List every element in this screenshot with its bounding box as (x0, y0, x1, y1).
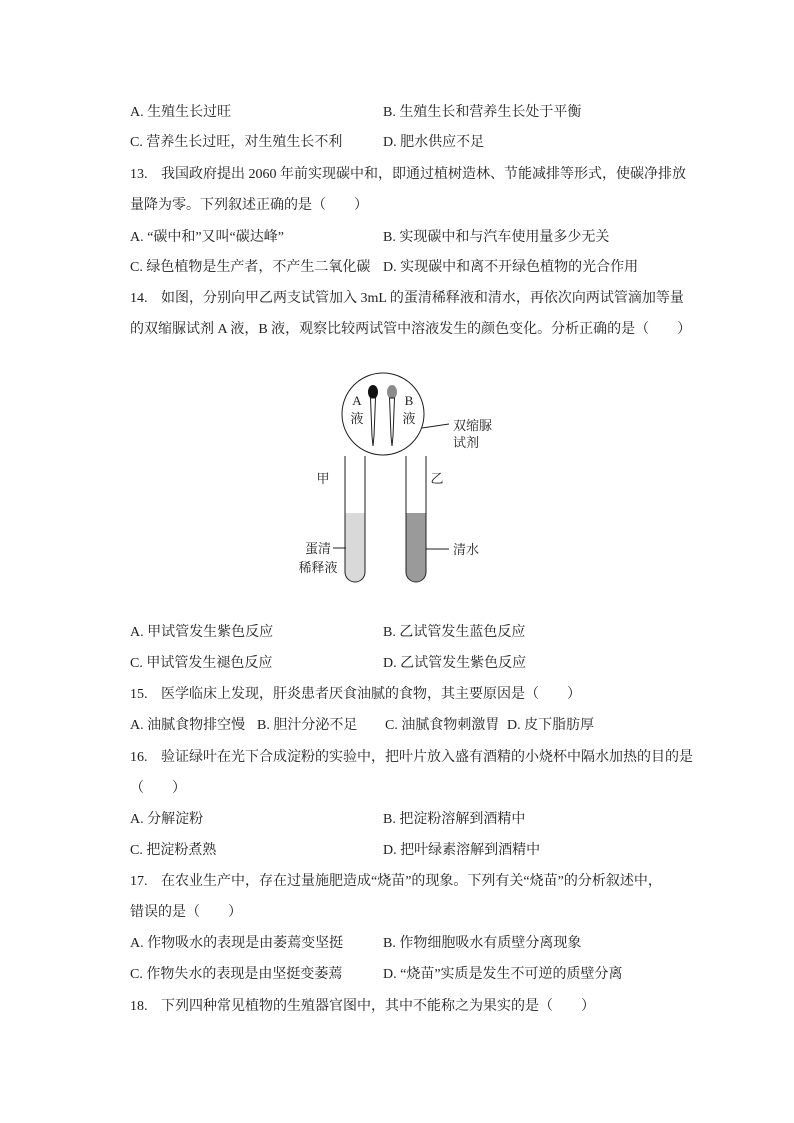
dropper-a-letter: A (352, 393, 362, 408)
q13-option-c: C. 绿色植物是生产者，不产生二氧化碳 (130, 260, 371, 275)
reagent-leader-line (422, 424, 449, 428)
dropper-b-bulb (387, 385, 397, 399)
q17-stem-line-2: 错误的是（ ） (130, 905, 242, 920)
q13-number: 13. (130, 167, 148, 182)
q13-option-a: A. “碳中和”又叫“碳达峰” (130, 230, 284, 245)
q14-stem-line-2: 的双缩脲试剂 A 液，B 液，观察比较两试管中溶液发生的颜色变化。分析正确的是（ ） (130, 322, 692, 337)
q13-option-d: D. 实现碳中和离不开绿色植物的光合作用 (383, 260, 639, 275)
dropper-b-word: 液 (402, 411, 416, 426)
q14-option-c: C. 甲试管发生褪色反应 (130, 656, 273, 671)
q14-option-b: B. 乙试管发生蓝色反应 (383, 625, 526, 640)
q18-stem-line-1: 下列四种常见植物的生殖器官图中，其中不能称之为果实的是（ ） (161, 999, 595, 1014)
q12-option-c: C. 营养生长过旺，对生殖生长不利 (130, 135, 343, 150)
q16-option-b: B. 把淀粉溶解到酒精中 (383, 812, 526, 827)
q16-option-a: A. 分解淀粉 (130, 812, 204, 827)
q13-option-b: B. 实现碳中和与汽车使用量多少无关 (383, 230, 610, 245)
q16-number: 16. (130, 750, 148, 765)
liquid-right-label: 清水 (453, 542, 480, 557)
tube-left-liquid (346, 513, 365, 582)
q12-option-d: D. 肥水供应不足 (383, 135, 485, 150)
liquid-left-label-line-1: 蛋清 (304, 541, 331, 556)
q13-stem-line-1: 我国政府提出 2060 年前实现碳中和，即通过植树造林、节能减排等形式，使碳净排放 (161, 167, 686, 182)
biuret-test-figure (280, 370, 520, 590)
q17-option-a: A. 作物吸水的表现是由萎蔫变坚挺 (130, 936, 344, 951)
q17-option-d: D. “烧苗”实质是发生不可逆的质壁分离 (383, 967, 623, 982)
tube-right-liquid (407, 513, 426, 582)
q17-option-b: B. 作物细胞吸水有质壁分离现象 (383, 936, 582, 951)
dropper-a-word: 液 (350, 411, 364, 426)
q16-option-d: D. 把叶绿素溶解到酒精中 (383, 843, 541, 858)
q14-number: 14. (130, 291, 148, 306)
q15-option-c: C. 油腻食物刺激胃 (385, 718, 500, 733)
q14-stem-line-1: 如图，分别向甲乙两支试管加入 3mL 的蛋清稀释液和清水，再依次向两试管滴加等量 (161, 291, 684, 306)
tube-right-label: 乙 (430, 471, 444, 486)
tube-left-label: 甲 (316, 471, 330, 486)
q15-stem-line-1: 医学临床上发现，肝炎患者厌食油腻的食物，其主要原因是（ ） (161, 687, 581, 702)
q16-stem-line-2: （ ） (130, 781, 186, 796)
q16-stem-line-1: 验证绿叶在光下合成淀粉的实验中，把叶片放入盛有酒精的小烧杯中隔水加热的目的是 (161, 750, 693, 765)
q16-option-c: C. 把淀粉煮熟 (130, 843, 217, 858)
q17-number: 17. (130, 874, 148, 889)
q12-option-b: B. 生殖生长和营养生长处于平衡 (383, 105, 582, 120)
q15-option-b: B. 胆汁分泌不足 (257, 718, 358, 733)
reagent-label-line-1: 双缩脲 (453, 418, 493, 433)
q14-option-a: A. 甲试管发生紫色反应 (130, 625, 274, 640)
liquid-left-label-line-2: 稀释液 (298, 560, 338, 575)
q17-option-c: C. 作物失水的表现是由坚挺变萎蔫 (130, 967, 343, 982)
q18-number: 18. (130, 999, 148, 1014)
q12-option-a: A. 生殖生长过旺 (130, 105, 232, 120)
q15-number: 15. (130, 687, 148, 702)
q14-option-d: D. 乙试管发生紫色反应 (383, 656, 527, 671)
q15-option-a: A. 油腻食物排空慢 (130, 718, 246, 733)
q13-stem-line-2: 量降为零。下列叙述正确的是（ ） (130, 198, 368, 213)
q17-stem-line-1: 在农业生产中，存在过量施肥造成“烧苗”的现象。下列有关“烧苗”的分析叙述中， (161, 874, 662, 889)
q15-option-d: D. 皮下脂肪厚 (507, 718, 595, 733)
dropper-a-bulb (368, 385, 378, 399)
dropper-b-letter: B (404, 393, 414, 408)
reagent-label-line-2: 试剂 (453, 435, 480, 450)
